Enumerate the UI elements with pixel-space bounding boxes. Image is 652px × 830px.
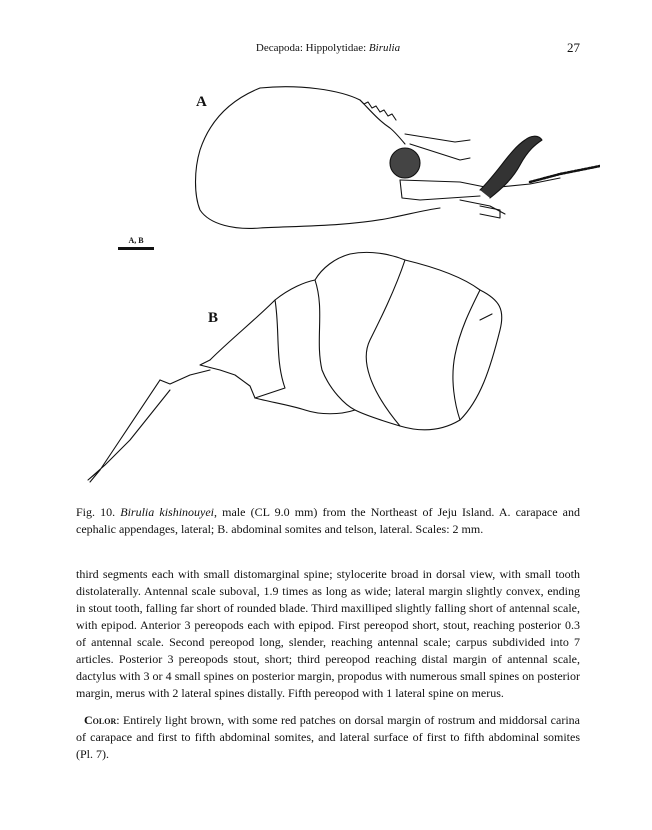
abdomen-drawing bbox=[88, 252, 502, 482]
figure-caption bbox=[76, 504, 580, 538]
page-header bbox=[76, 40, 580, 60]
panel-label-a: A bbox=[196, 94, 207, 110]
color-heading: Color bbox=[84, 713, 117, 727]
caption-fig-label: Fig. 10. bbox=[76, 505, 116, 519]
page-number: 27 bbox=[567, 40, 580, 55]
color-paragraph bbox=[76, 712, 580, 763]
running-head-genus: Birulia bbox=[368, 42, 401, 54]
scale-line bbox=[118, 247, 154, 250]
panel-label-b: B bbox=[208, 310, 219, 326]
running-head bbox=[76, 42, 580, 54]
color-text: : Entirely light brown, with some red patches on dorsal margin of rostrum and middorsal carina of carapace and first to fifth abdominal somites, and lateral surface of first to fifth abdominal somites (Pl. 7). bbox=[76, 713, 580, 761]
shrimp-illustration bbox=[60, 70, 600, 490]
running-head-prefix: Decapoda: Hippolytidae: bbox=[255, 42, 369, 54]
caption-species: Birulia kishinouyei bbox=[120, 505, 215, 519]
caption-text: , male (CL 9.0 mm) from the Northeast of Jeju Island. A. carapace and cephalic appendages, lateral; B. abdominal somites and telson, lateral. Scales: 2 mm. bbox=[76, 505, 580, 536]
scale-bar bbox=[118, 236, 154, 250]
figure-10 bbox=[60, 70, 600, 490]
carapace-drawing bbox=[196, 87, 601, 229]
scale-label: A, B bbox=[128, 236, 144, 245]
description-paragraph: third segments each with small distomarginal spine; stylocerite broad in dorsal view, with small tooth distolaterally. Antennal scale suboval, 1.9 times as long as wide; lateral margin slightly convex, ending in stout tooth, falling far short of rounded blade. Third maxilliped slightly falling short of antennal scale, with epipod. Anterior 3 pereopods each with epipod. First pereopod short, stout, reaching posterior 0.3 of antennal scale. Second pereopod long, slender, reaching antennal scale; carpus subdivided into 7 articles. Posterior 3 pereopods stout, short; third pereopod reaching distal margin of antennal scale, dactylus with 3 or 4 small spines on posterior margin, propodus with numerous small spines on posterior margin, merus with 2 lateral spines distally. Fifth pereopod with 1 lateral spine on merus. bbox=[76, 567, 580, 700]
